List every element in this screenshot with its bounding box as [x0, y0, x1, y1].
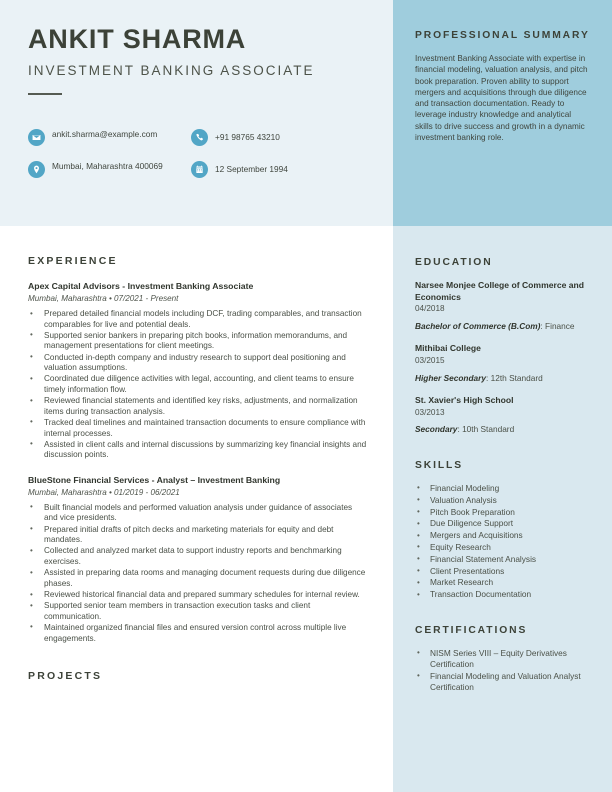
list-item: • Equity Research	[415, 542, 591, 553]
list-item: • Reviewed financial statements and identified key risks, adjustments, and normalization items during transaction analysis.	[28, 396, 368, 417]
list-item: • Financial Statement Analysis	[415, 554, 591, 565]
list-item: • Market Research	[415, 577, 591, 588]
candidate-name: ANKIT SHARMA	[28, 24, 247, 54]
professional-summary	[415, 28, 591, 143]
list-item: • Financial Modeling and Valuation Analyst Certification	[415, 671, 591, 694]
contact-location[interactable]	[28, 160, 191, 178]
education-entry	[415, 395, 591, 436]
summary-text: Investment Banking Associate with expertise in financial modeling, valuation analysis, and pitch book preparation. Proven ability to support mergers and acquisitions through due diligence and transaction documentation. Ready to leverage industry knowledge and analytical skills to drive success and growth in a dynamic investment banking role.	[415, 54, 588, 143]
education-entry	[415, 280, 591, 332]
education-school: St. Xavier's High School	[415, 395, 514, 406]
education-date: 03/2013	[415, 407, 445, 417]
certifications-section	[415, 623, 591, 694]
skills-section	[415, 458, 591, 601]
education-date: 04/2018	[415, 304, 445, 314]
list-item: • Assisted in preparing data rooms and managing document requests during due diligence phases.	[28, 568, 368, 589]
contact-info	[28, 128, 378, 178]
list-item: • Due Diligence Support	[415, 518, 591, 529]
experience-entry	[28, 474, 368, 644]
section-title-education: EDUCATION	[415, 257, 493, 268]
job-title: BlueStone Financial Services - Analyst – Investment Banking	[28, 474, 281, 485]
education-degree-label: Higher Secondary	[415, 372, 487, 383]
list-item: • Assisted in client calls and internal discussions by summarizing key financial insights and discussion points.	[28, 440, 368, 461]
education-date: 03/2015	[415, 355, 445, 365]
list-item: • Prepared initial drafts of pitch decks and marketing materials for equity and debt mandates.	[28, 525, 368, 546]
list-item: • Client Presentations	[415, 566, 591, 577]
experience-entry	[28, 280, 368, 461]
job-bullets	[28, 309, 368, 461]
education-degree: Higher Secondary: 12th Standard	[415, 372, 543, 383]
list-item: • Supported senior team members in transaction execution tasks and client communication.	[28, 601, 368, 622]
list-item: • Transaction Documentation	[415, 589, 591, 600]
list-item: • Built financial models and performed valuation analysis under guidance of associates and vice presidents.	[28, 503, 368, 524]
calendar-icon	[191, 161, 208, 178]
education-degree: Bachelor of Commerce (B.Com): Finance	[415, 320, 575, 331]
education-entry	[415, 343, 591, 384]
list-item: • NISM Series VIII – Equity Derivatives Certification	[415, 648, 591, 671]
section-title-summary: PROFESSIONAL SUMMARY	[415, 30, 590, 41]
education-degree: Secondary: 10th Standard	[415, 424, 515, 435]
job-title: Apex Capital Advisors - Investment Banking Associate	[28, 281, 254, 291]
list-item: • Reviewed historical financial data and prepared summary schedules for internal review.	[28, 590, 368, 601]
envelope-icon	[28, 129, 45, 146]
list-item: • Maintained organized financial files and ensured version control across multiple live engagements.	[28, 623, 368, 644]
header-divider	[28, 93, 62, 95]
header-identity	[28, 24, 378, 95]
list-item: • Collected and analyzed market data to support industry reports and benchmarking exercises.	[28, 546, 368, 567]
education-degree-label: Secondary	[415, 424, 458, 435]
list-item: • Prepared detailed financial models including DCF, trading comparables, and transaction comparables for live and potential deals.	[28, 309, 368, 330]
contact-phone-value: +91 98765 43210	[215, 132, 280, 142]
list-item: • Mergers and Acquisitions	[415, 530, 591, 541]
education-degree-value: 10th Standard	[462, 424, 515, 435]
contact-email[interactable]	[28, 128, 191, 146]
location-pin-icon	[28, 161, 45, 178]
education-degree-value: Finance	[545, 320, 575, 331]
list-item: • Valuation Analysis	[415, 495, 591, 506]
phone-icon	[191, 129, 208, 146]
section-title-skills: SKILLS	[415, 459, 464, 471]
list-item: • Tracked deal timelines and maintained transaction documents to ensure compliance with internal processes.	[28, 418, 368, 439]
contact-email-value: ankit.sharma@example.com	[52, 129, 158, 139]
main-column	[28, 255, 368, 695]
skills-list	[415, 483, 591, 601]
list-item: • Coordinated due diligence activities with legal, accounting, and client teams to ensure timely information flow.	[28, 374, 368, 395]
list-item: • Conducted in-depth company and industry research to support deal positioning and valuation assumptions.	[28, 353, 368, 374]
list-item: • Financial Modeling	[415, 483, 591, 494]
education-degree-value: 12th Standard	[490, 372, 543, 383]
section-title-experience: EXPERIENCE	[28, 255, 118, 267]
section-title-certifications: CERTIFICATIONS	[415, 624, 528, 636]
job-bullets	[28, 503, 368, 644]
education-degree-label: Bachelor of Commerce (B.Com)	[415, 320, 541, 331]
job-meta: Mumbai, Maharashtra • 01/2019 - 06/2021	[28, 487, 180, 497]
section-title-projects: PROJECTS	[28, 670, 103, 683]
contact-phone[interactable]	[191, 128, 378, 146]
list-item: • Supported senior bankers in preparing pitch books, information memorandums, and management presentations for client meetings.	[28, 331, 368, 352]
contact-location-value: Mumbai, Maharashtra 400069	[52, 161, 163, 171]
job-meta: Mumbai, Maharashtra • 07/2021 - Present	[28, 294, 179, 303]
education-school: Mithibai College	[415, 343, 481, 354]
contact-birthdate[interactable]	[191, 160, 378, 178]
certifications-list	[415, 648, 591, 694]
sidebar-column	[415, 255, 591, 694]
candidate-role: INVESTMENT BANKING ASSOCIATE	[28, 63, 315, 78]
contact-birthdate-value: 12 September 1994	[215, 164, 288, 174]
education-school: Narsee Monjee College of Commerce and Economics	[415, 280, 585, 302]
list-item: • Pitch Book Preparation	[415, 507, 591, 518]
